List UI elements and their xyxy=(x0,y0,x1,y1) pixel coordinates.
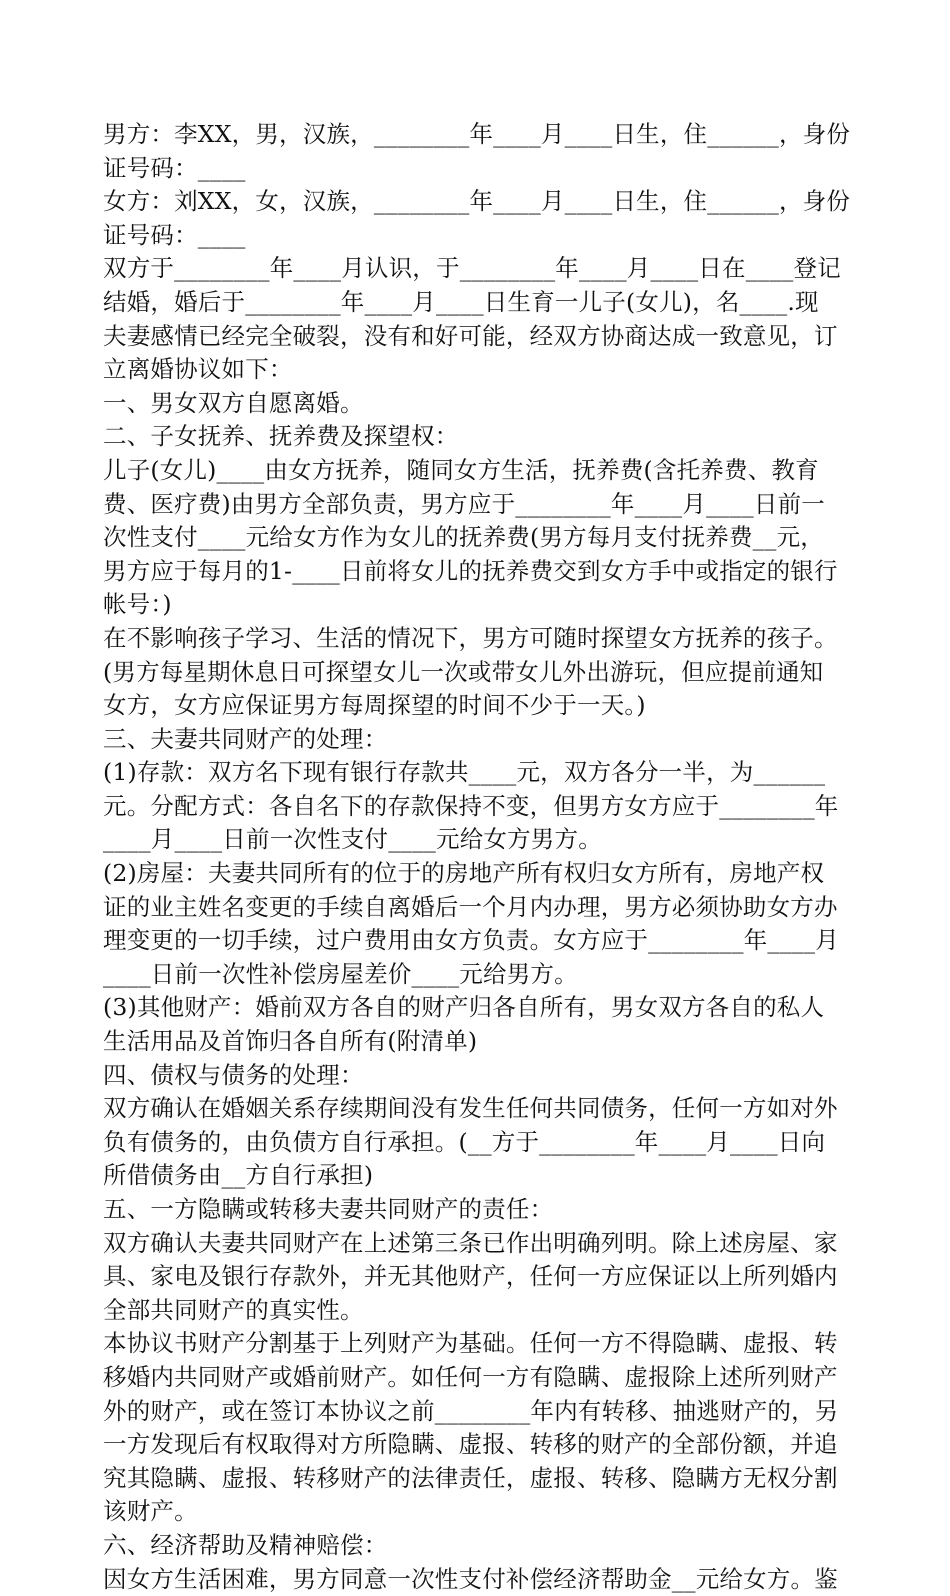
text-line: (3)其他财产：婚前双方各自的财产归各自所有，男女双方各自的私人 xyxy=(103,993,825,1022)
text-line: 全部共同财产的真实性。 xyxy=(103,1295,364,1324)
text-line: 移婚内共同财产或婚前财产。如任何一方有隐瞒、虚报除上述所列财产 xyxy=(103,1362,838,1391)
text-line: 结婚，婚后于________年____月____日生育一儿子(女儿)，名____.现 xyxy=(103,287,819,316)
text-line: 夫妻感情已经完全破裂，没有和好可能，经双方协商达成一致意见，订 xyxy=(103,321,838,350)
section-heading: 一、男女双方自愿离婚。 xyxy=(103,388,364,417)
text-line: 立离婚协议如下： xyxy=(103,355,293,384)
text-line: 女方，女方应保证男方每周探望的时间不少于一天。) xyxy=(103,691,646,720)
text-line: ____月____日前一次性支付____元给女方男方。 xyxy=(103,825,602,854)
text-line: 男方：李XX，男，汉族，________年____月____日生，住______，身份 xyxy=(103,120,851,148)
section-heading: 三、夫妻共同财产的处理： xyxy=(103,724,388,753)
text-line: 因女方生活困难，男方同意一次性支付补偿经济帮助金__元给女方。鉴 xyxy=(103,1564,838,1593)
text-line: 双方确认夫妻共同财产在上述第三条已作出明确列明。除上述房屋、家 xyxy=(103,1228,838,1257)
text-line: 元。分配方式：各自名下的存款保持不变，但男方女方应于________年 xyxy=(103,791,839,820)
text-line: 次性支付____元给女方作为女儿的抚养费(男方每月支付抚养费__元， xyxy=(103,523,824,552)
document-page xyxy=(103,118,853,1596)
section-heading: 四、债权与债务的处理： xyxy=(103,1060,364,1089)
text-line: 男方应于每月的1-____日前将女儿的抚养费交到女方手中或指定的银行 xyxy=(103,556,838,585)
text-line: 帐号：) xyxy=(103,590,172,619)
text-line: 本协议书财产分割基于上列财产为基础。任何一方不得隐瞒、虚报、转 xyxy=(103,1329,838,1358)
text-line: 负有债务的，由负债方自行承担。(__方于________年____月____日向 xyxy=(103,1127,826,1156)
text-line: 究其隐瞒、虚报、转移财产的法律责任，虚报、转移、隐瞒方无权分割 xyxy=(103,1463,838,1492)
text-line: 双方确认在婚姻关系存续期间没有发生任何共同债务，任何一方如对外 xyxy=(103,1094,838,1123)
text-line: 生活用品及首饰归各自所有(附清单) xyxy=(103,1027,478,1056)
text-line: 该财产。 xyxy=(103,1497,198,1526)
text-line: 理变更的一切手续，过户费用由女方负责。女方应于________年____月 xyxy=(103,926,839,955)
text-line: 在不影响孩子学习、生活的情况下，男方可随时探望女方抚养的孩子。 xyxy=(103,623,838,652)
section-heading: 六、经济帮助及精神赔偿： xyxy=(103,1530,388,1559)
section-heading: 二、子女抚养、抚养费及探望权： xyxy=(103,422,459,451)
text-line: 证号码：____ xyxy=(103,220,246,249)
text-line: (男方每星期休息日可探望女儿一次或带女儿外出游玩，但应提前通知 xyxy=(103,657,824,686)
text-line: 证号码：____ xyxy=(103,153,246,182)
section-heading: 五、一方隐瞒或转移夫妻共同财产的责任： xyxy=(103,1195,554,1223)
text-line: 外的财产，或在签订本协议之前________年内有转移、抽逃财产的，另 xyxy=(103,1396,839,1425)
text-line: (2)房屋：夫妻共同所有的位于的房地产所有权归女方所有，房地产权 xyxy=(103,859,825,888)
text-line: 儿子(女儿)____由女方抚养，随同女方生活，抚养费(含托养费、教育 xyxy=(103,455,819,484)
text-line: 双方于________年____月认识，于________年____月____日在____登记 xyxy=(103,254,841,283)
text-line: 所借债务由__方自行承担) xyxy=(103,1161,374,1190)
text-line: 证的业主姓名变更的手续自离婚后一个月内办理，男方必须协助女方办 xyxy=(103,892,838,921)
text-line: 一方发现后有权取得对方所隐瞒、虚报、转移的财产的全部份额，并追 xyxy=(103,1430,838,1459)
text-line: 费、医疗费)由男方全部负责，男方应于________年____月____日前一 xyxy=(103,489,825,518)
text-line: 具、家电及银行存款外，并无其他财产，任何一方应保证以上所列婚内 xyxy=(103,1262,838,1291)
text-line: (1)存款：双方名下现有银行存款共____元，双方各分一半，为______ xyxy=(103,758,826,787)
text-line: 女方：刘XX，女，汉族，________年____月____日生，住______，身份 xyxy=(103,187,851,216)
text-line: ____日前一次性补偿房屋差价____元给男方。 xyxy=(103,959,578,988)
